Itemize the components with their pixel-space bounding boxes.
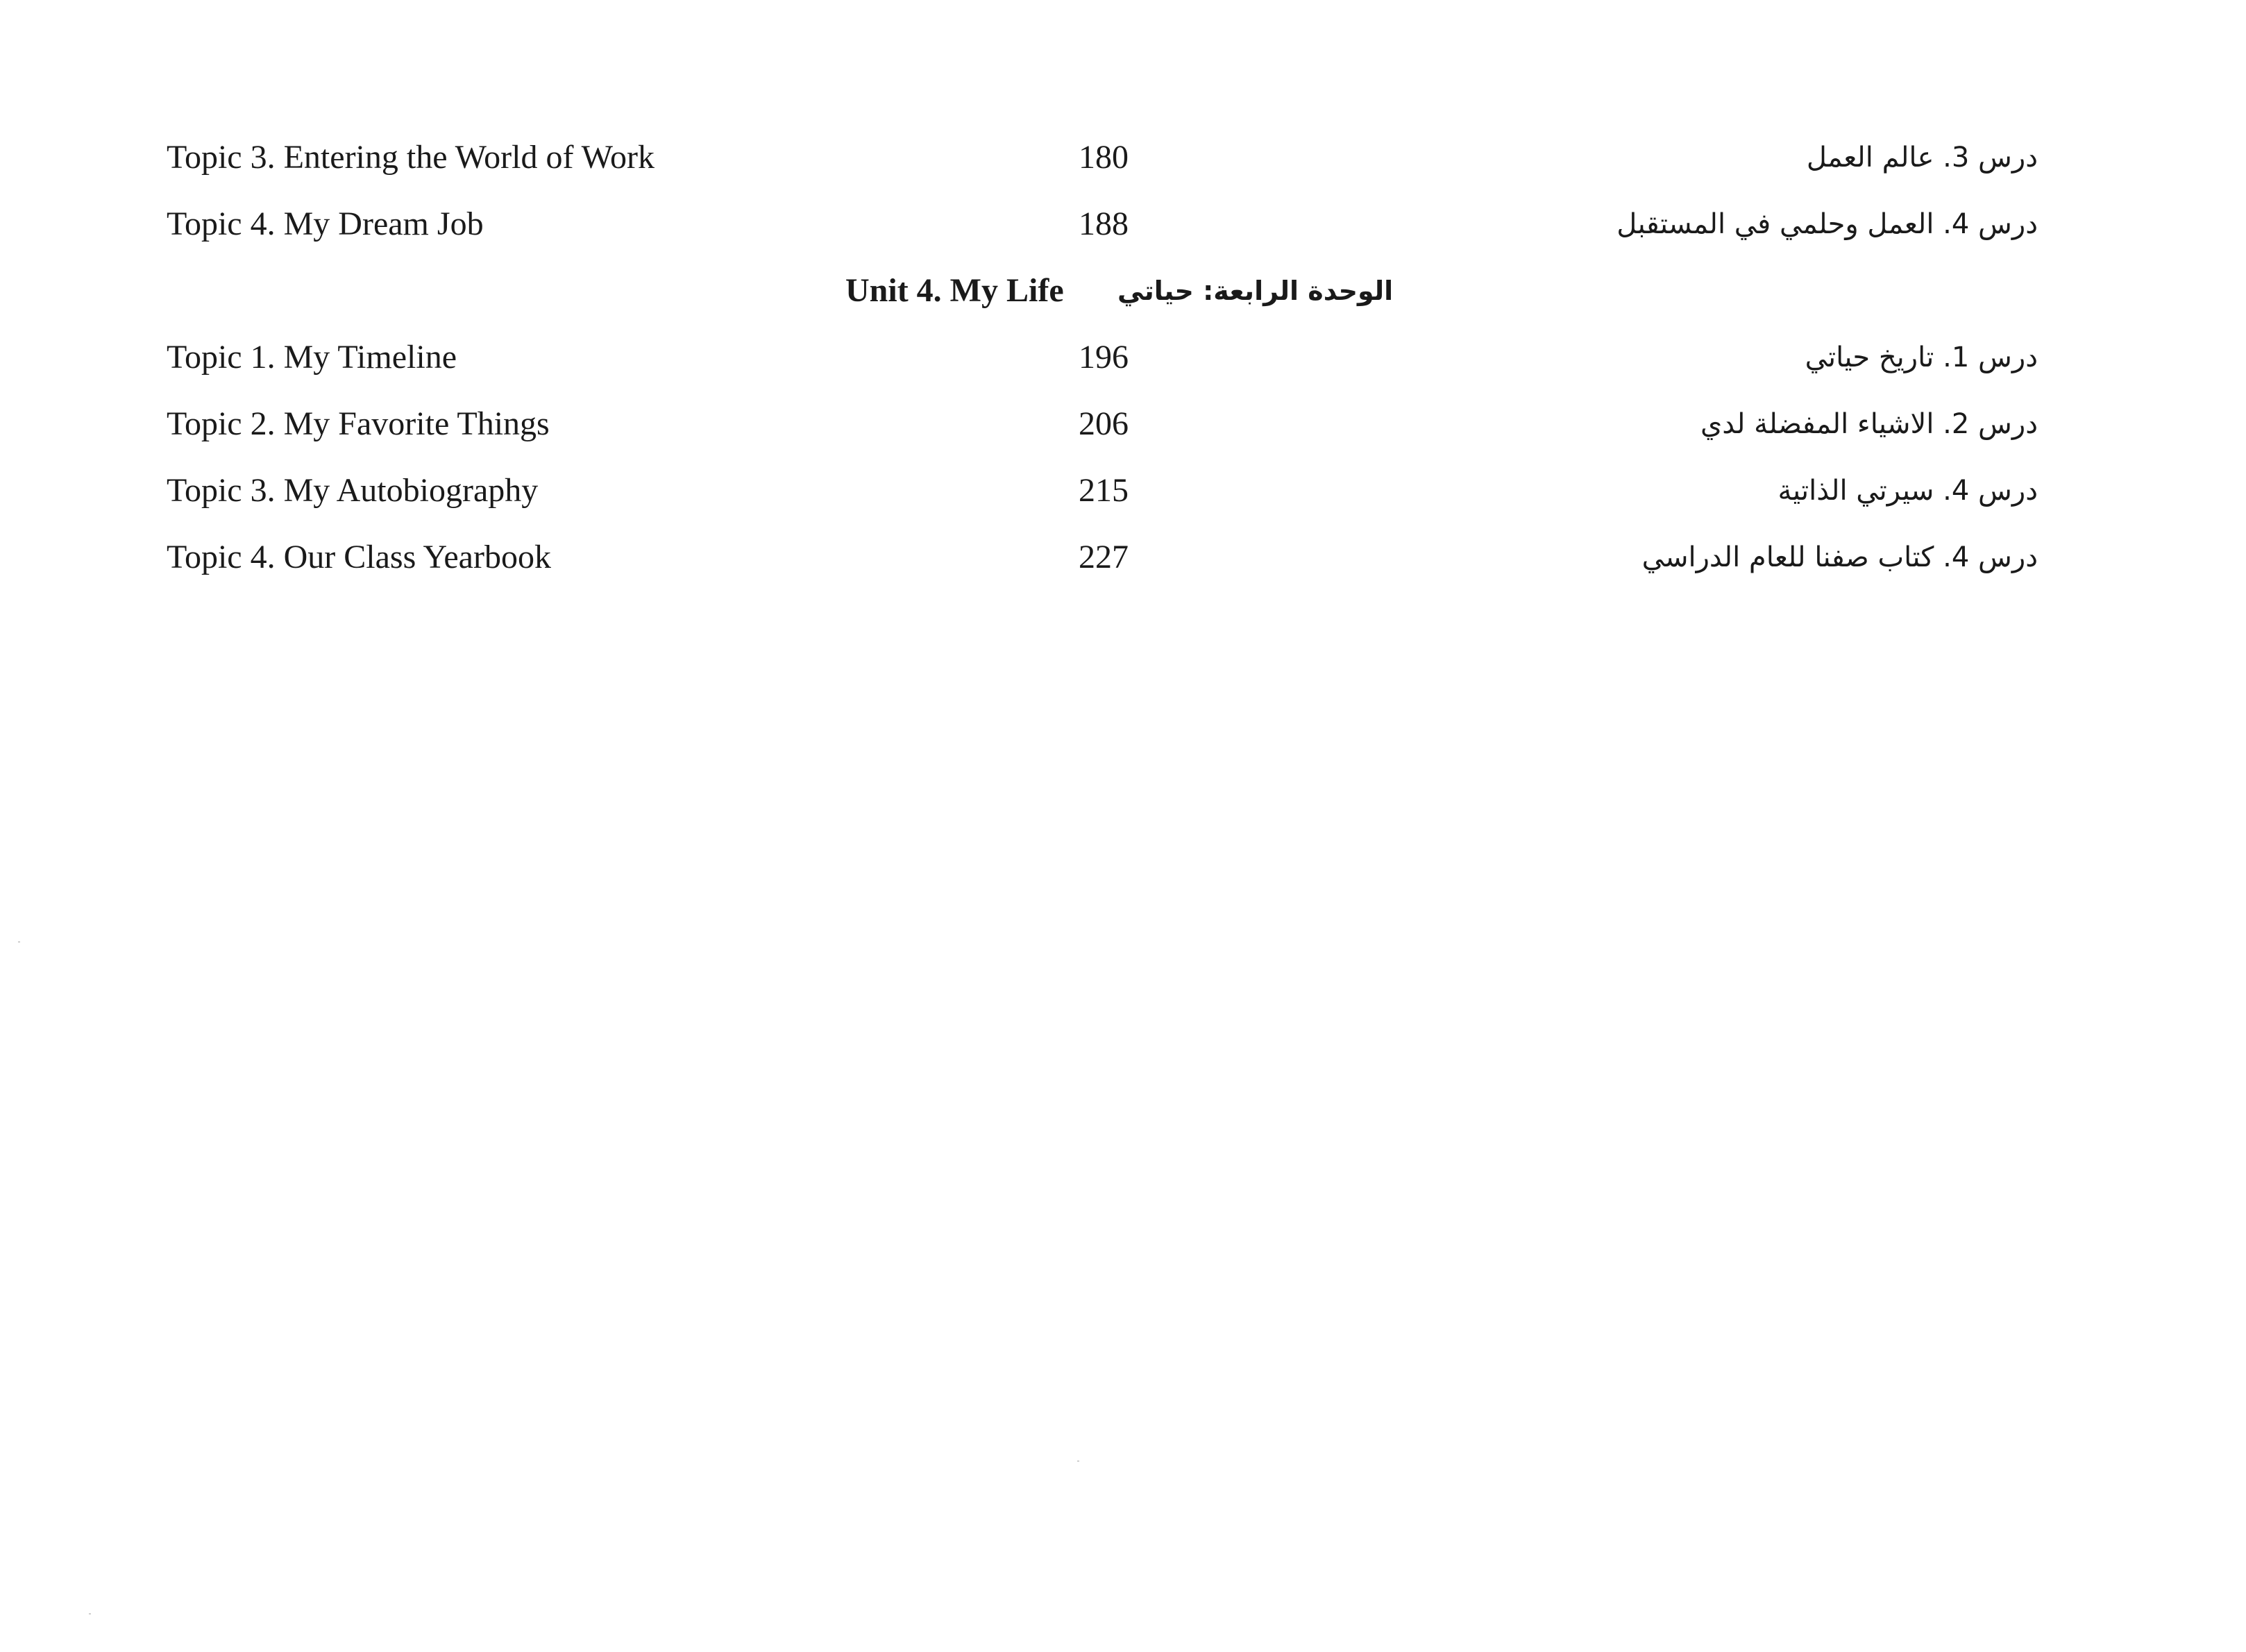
topic-page-number: 180 (1079, 139, 1129, 176)
topic-title-arabic: درس 2. الاشياء المفضلة لدي (1700, 408, 2038, 440)
topic-title-arabic: درس 4. سيرتي الذاتية (1778, 475, 2038, 507)
unit-heading (0, 260, 2246, 322)
topic-title-arabic: درس 1. تاريخ حياتي (1805, 342, 2038, 373)
scan-speck (89, 1613, 91, 1615)
scan-speck (1077, 1460, 1079, 1462)
topic-page-number: 227 (1079, 539, 1129, 575)
topic-page-number: 206 (1079, 405, 1129, 442)
toc-row-topic-2-favorite-things (0, 393, 2246, 455)
topic-title-english: Topic 3. Entering the World of Work (167, 139, 655, 176)
topic-title-english: Topic 2. My Favorite Things (167, 405, 550, 442)
toc-row-topic-3-autobiography (0, 460, 2246, 522)
topic-title-english: Topic 1. My Timeline (167, 339, 457, 376)
toc-row-topic-4-class-yearbook (0, 526, 2246, 589)
topic-page-number: 188 (1079, 205, 1129, 242)
unit-title-arabic: الوحدة الرابعة: حياتي (1117, 276, 1394, 306)
unit-title-english: Unit 4. My Life (845, 272, 1064, 309)
toc-row-topic-4-dream-job (0, 193, 2246, 255)
topic-title-arabic: درس 3. عالم العمل (1806, 142, 2038, 174)
toc-row-topic-1-timeline (0, 326, 2246, 389)
topic-title-english: Topic 3. My Autobiography (167, 472, 539, 509)
topic-title-arabic: درس 4. كتاب صفنا للعام الدراسي (1641, 541, 2038, 573)
scan-speck (18, 941, 20, 943)
toc-row-topic-3-world-of-work (0, 126, 2246, 189)
topic-title-arabic: درس 4. العمل وحلمي في المستقبل (1616, 208, 2038, 240)
topic-title-english: Topic 4. My Dream Job (167, 205, 484, 242)
topic-title-english: Topic 4. Our Class Yearbook (167, 539, 551, 575)
topic-page-number: 196 (1079, 339, 1129, 376)
topic-page-number: 215 (1079, 472, 1129, 509)
